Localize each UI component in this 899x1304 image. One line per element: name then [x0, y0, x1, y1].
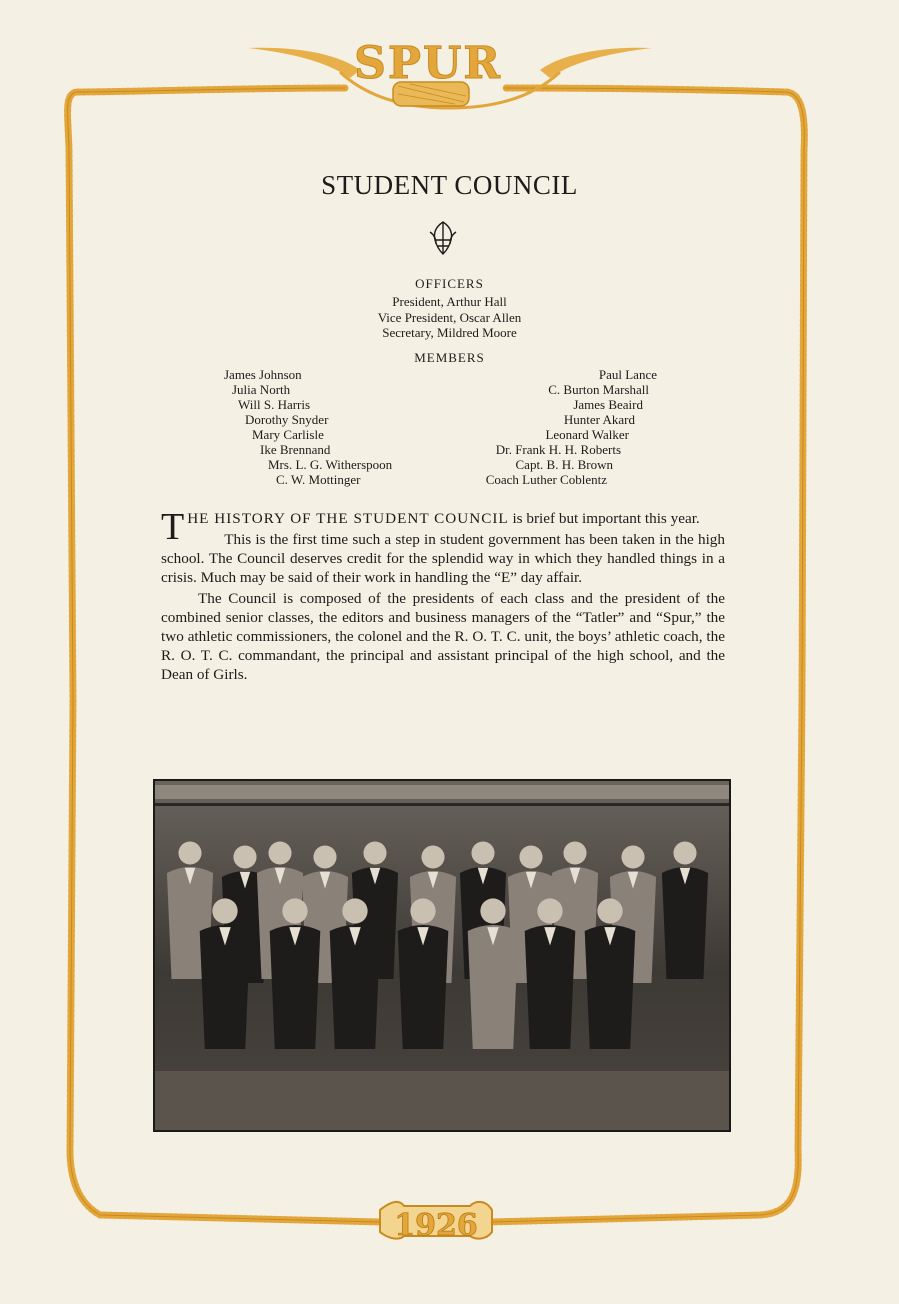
- person-head: [342, 898, 367, 923]
- person-head: [480, 898, 505, 923]
- masthead-logo: [248, 38, 652, 108]
- member-left: Dorothy Snyder: [245, 412, 329, 427]
- group-photograph: [153, 779, 731, 1132]
- intro-paragraph: [161, 506, 725, 548]
- member-left: Mary Carlisle: [252, 427, 324, 442]
- person-head: [268, 841, 291, 864]
- member-right: Dr. Frank H. H. Roberts: [495, 442, 621, 457]
- person-head: [537, 898, 562, 923]
- member-right: Leonard Walker: [545, 427, 629, 442]
- members-heading: MEMBERS: [414, 350, 485, 365]
- person-head: [519, 845, 542, 868]
- person-head: [421, 845, 444, 868]
- footer-year: 1926: [394, 1208, 478, 1243]
- member-left: James Johnson: [224, 367, 302, 382]
- member-left: Ike Brennand: [260, 442, 331, 457]
- member-right: Coach Luther Coblentz: [485, 472, 607, 487]
- person-head: [597, 898, 622, 923]
- person-head: [282, 898, 307, 923]
- officers-heading: OFFICERS: [415, 276, 484, 291]
- officers-list: [0, 294, 899, 341]
- person-head: [673, 841, 696, 864]
- person-head: [178, 841, 201, 864]
- page-title: STUDENT COUNCIL: [321, 170, 578, 200]
- member-right: Capt. B. H. Brown: [515, 457, 613, 472]
- officer-secretary: Secretary, Mildred Moore: [382, 325, 517, 340]
- person-head: [363, 841, 386, 864]
- member-right: C. Burton Marshall: [548, 382, 649, 397]
- body-paragraph: The Council is composed of the presidents of each class and the president of the combined senior classes, the editors and business managers of the “Tatler” and “Spur,” the two athletic commissioners, the colonel and the R. O. T. C. unit, the boys’ athletic coach, the R. O. T. C. commandant, the principal and assistant principal of the high school, and the Dean of Girls.: [161, 590, 725, 683]
- body-paragraph: This is the first time such a step in student government has been taken in the high school. The Council deserves credit for the splendid way in which they handled things in a crisis. Much may be said of their work in handling the “E” day affair.: [161, 531, 725, 586]
- person-head: [313, 845, 336, 868]
- leaf-ornament-icon: [427, 218, 459, 258]
- person-head: [563, 841, 586, 864]
- officer-president: President, Arthur Hall: [392, 294, 507, 309]
- masthead-title: SPUR: [354, 38, 502, 89]
- person-head: [233, 845, 256, 868]
- person-head: [212, 898, 237, 923]
- member-right: James Beaird: [573, 397, 643, 412]
- member-left: Mrs. L. G. Witherspoon: [268, 457, 393, 472]
- year-plate: [380, 1202, 492, 1243]
- person-head: [621, 845, 644, 868]
- intro-caps: HE HISTORY OF THE STUDENT COUNCIL: [187, 510, 509, 527]
- drop-cap: T: [161, 506, 185, 548]
- member-left: C. W. Mottinger: [276, 472, 361, 487]
- member-left: Julia North: [232, 382, 291, 397]
- person-head: [410, 898, 435, 923]
- member-left: Will S. Harris: [238, 397, 311, 412]
- intro-rest: is brief but important this year.: [508, 510, 700, 527]
- person-head: [471, 841, 494, 864]
- member-right: Paul Lance: [598, 367, 657, 382]
- member-right: Hunter Akard: [563, 412, 635, 427]
- officer-vice-president: Vice President, Oscar Allen: [377, 309, 522, 325]
- article-body: [161, 506, 725, 684]
